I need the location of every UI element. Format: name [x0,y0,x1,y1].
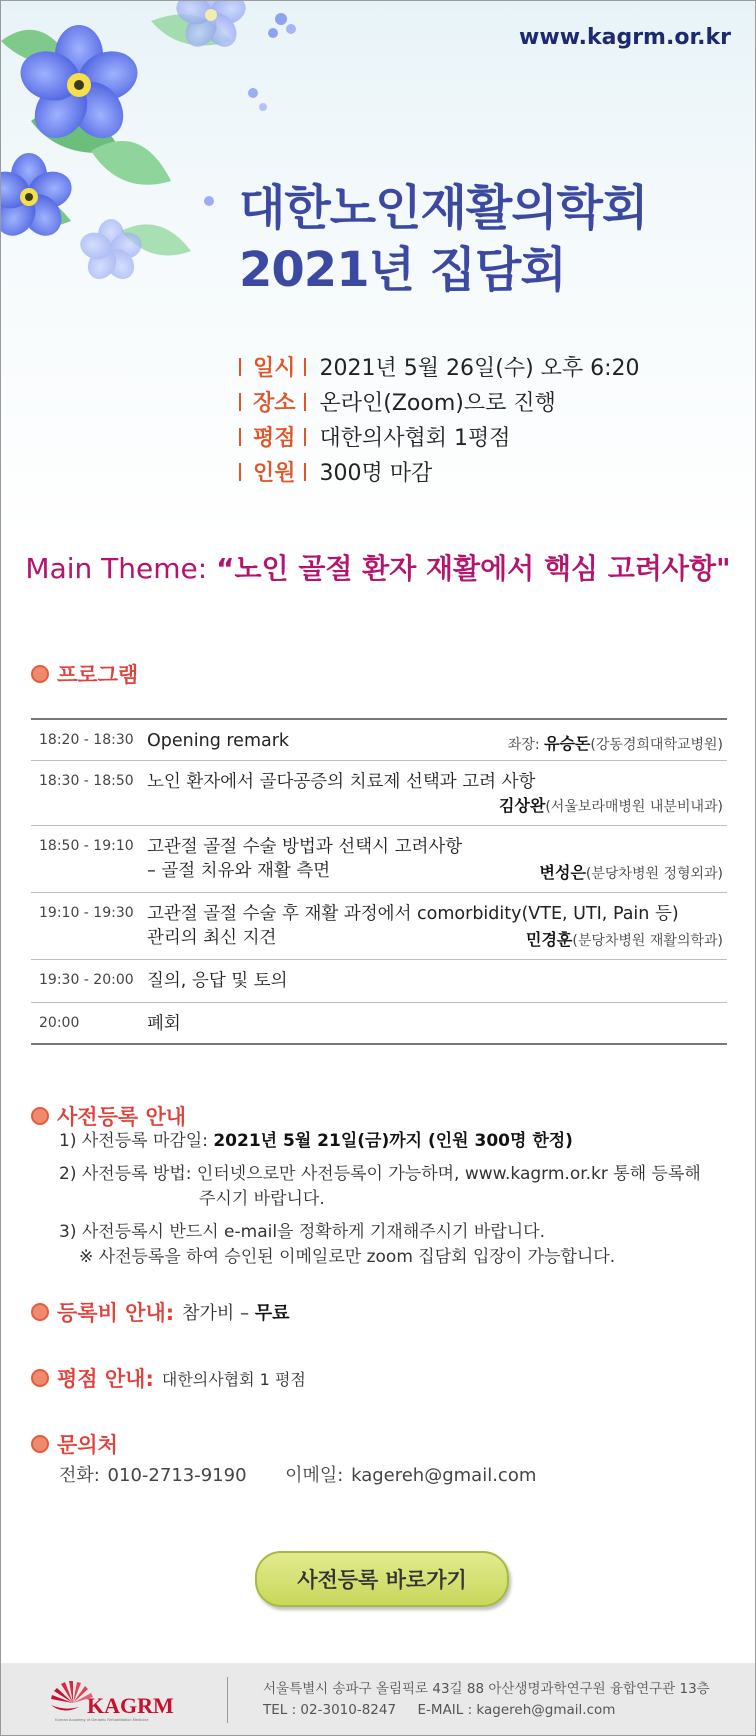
credit-value: 대한의사협회 1 평점 [161,1369,306,1389]
footer [1,1663,755,1735]
divider [239,428,241,446]
website-url[interactable]: www.kagrm.or.kr [519,25,731,50]
bullet-icon [31,1369,49,1387]
program-speaker [508,731,723,754]
kagrm-logo [45,1677,195,1723]
fee-prefix: 참가비 – [182,1303,255,1324]
program-heading [31,659,138,689]
registration-item-3: 3) 사전등록시 반드시 e-mail을 정확하게 기재해주시기 바랍니다. [59,1222,545,1242]
bullet-icon [31,665,49,683]
speaker-affiliation: (분당차병원 정형외과) [585,866,723,882]
program-time: 18:50 - 19:10 [39,838,134,854]
logo-wordmark: KAGRM [87,1693,174,1718]
program-time: 18:30 - 18:50 [39,773,134,789]
registration-note: ※ 사전등록을 하여 승인된 이메일로만 zoom 집담회 입장이 가능합니다. [79,1247,616,1267]
program-time: 20:00 [39,1015,80,1031]
info-value: 온라인(Zoom)으로 진행 [319,391,556,416]
program-title: 질의, 응답 및 토의 [147,971,288,991]
hero-banner [1,1,755,541]
info-row-date [239,349,640,384]
info-row-place [239,384,640,419]
program-title-line-1: 고관절 골절 수술 방법과 선택시 고려사항 [147,837,463,857]
divider [239,463,241,481]
info-label: 인원 [253,461,296,486]
table-row [31,960,727,1003]
program-heading-text: 프로그램 [57,663,139,687]
main-theme-title: “노인 골절 환자 재활에서 핵심 고려사항" [216,552,731,585]
registration-item-2-cont: 주시기 바랍니다. [199,1189,325,1209]
table-row [31,826,727,893]
speaker-affiliation: (분당차병원 재활의학과) [572,933,723,949]
divider [304,358,306,376]
title-line-1: 대한노인재활의학회 [239,180,648,236]
table-row [31,761,727,826]
credit-heading-text: 평점 안내: [57,1367,154,1391]
program-title-line-2: 관리의 최신 지견 [147,928,277,948]
fee-value: 무료 [254,1303,290,1324]
info-row-credit [239,419,640,454]
table-row [31,893,727,960]
table-row [31,720,727,761]
program-time: 19:10 - 19:30 [39,905,134,921]
logo-subtitle: Korean Academy of Geriatric Rehabilitation Medicine [55,1717,149,1722]
fee-heading-text: 등록비 안내: [57,1301,175,1325]
program-speaker [540,860,723,883]
info-label: 장소 [253,391,296,416]
fee-info [182,1299,289,1325]
divider [304,463,306,481]
registration-deadline: 2021년 5월 21일(금)까지 (인원 300명 한정) [213,1131,573,1151]
registration-item-1 [59,1129,701,1154]
fee-heading [31,1297,290,1327]
speaker-affiliation: (서울보라매병원 내분비내과) [545,799,723,815]
program-title-line-1: 고관절 골절 수술 후 재활 과정에서 comorbidity(VTE, UTI, Pain 등) [147,904,679,924]
pre-registration-button[interactable]: 사전등록 바로가기 [255,1551,509,1607]
info-value: 300명 마감 [319,461,433,486]
program-title: 노인 환자에서 골다공증의 치료제 선택과 고려 사항 [147,772,536,792]
registration-heading-text: 사전등록 안내 [57,1105,187,1129]
bullet-icon [31,1435,49,1453]
speaker-name: 민경훈 [526,930,573,949]
credit-heading [31,1363,306,1393]
registration-details [59,1129,701,1270]
divider [239,393,241,411]
divider [304,393,306,411]
footer-address: 서울특별시 송파구 올림픽로 43길 88 아산생명과학연구원 융합연구관 13층 [263,1681,710,1697]
info-label: 평점 [253,426,296,451]
footer-address-block [263,1679,710,1721]
speaker-prefix: 좌장: [507,737,540,753]
footer-divider [227,1677,228,1723]
info-value: 2021년 5월 26일(수) 오후 6:20 [319,356,640,381]
program-speaker [526,927,723,950]
program-time: 19:30 - 20:00 [39,972,134,988]
bullet-icon [31,1303,49,1321]
program-title: Opening remark [147,731,290,751]
main-theme [1,547,755,587]
program-table [31,718,727,1045]
footer-contact: TEL : 02-3010-8247 E-MAIL : kagereh@gmail.com [263,1702,616,1718]
info-value: 대한의사협회 1평점 [319,426,511,451]
main-theme-label: Main Theme: [25,552,208,585]
page-title [239,177,647,301]
info-row-capacity [239,454,640,489]
bullet-icon [31,1107,49,1125]
speaker-name: 유승돈 [543,734,591,753]
speaker-name: 변성은 [539,863,586,882]
speaker-affiliation: (강동경희대학교병원) [590,737,723,753]
title-line-2: 2021년 집담회 [239,242,566,298]
program-speaker [499,793,723,816]
contact-heading-text: 문의처 [57,1433,118,1457]
program-time: 18:20 - 18:30 [39,732,134,748]
program-title-line-2: – 골절 치유와 재활 측면 [147,861,331,881]
contact-heading [31,1429,118,1459]
divider [239,358,241,376]
info-label: 일시 [253,356,296,381]
registration-item-1-label: 1) 사전등록 마감일: [59,1131,214,1151]
program-title: 폐회 [147,1014,181,1034]
contact-info: 전화: 010-2713-9190 이메일: kagereh@gmail.com [59,1465,537,1486]
speaker-name: 김상완 [498,796,546,815]
divider [304,428,306,446]
registration-heading [31,1101,186,1131]
registration-item-2: 2) 사전등록 방법: 인터넷으로만 사전등록이 가능하며, www.kagrm.or.kr 통해 등록해 [59,1164,701,1184]
event-info [239,349,640,489]
table-row [31,1003,727,1043]
